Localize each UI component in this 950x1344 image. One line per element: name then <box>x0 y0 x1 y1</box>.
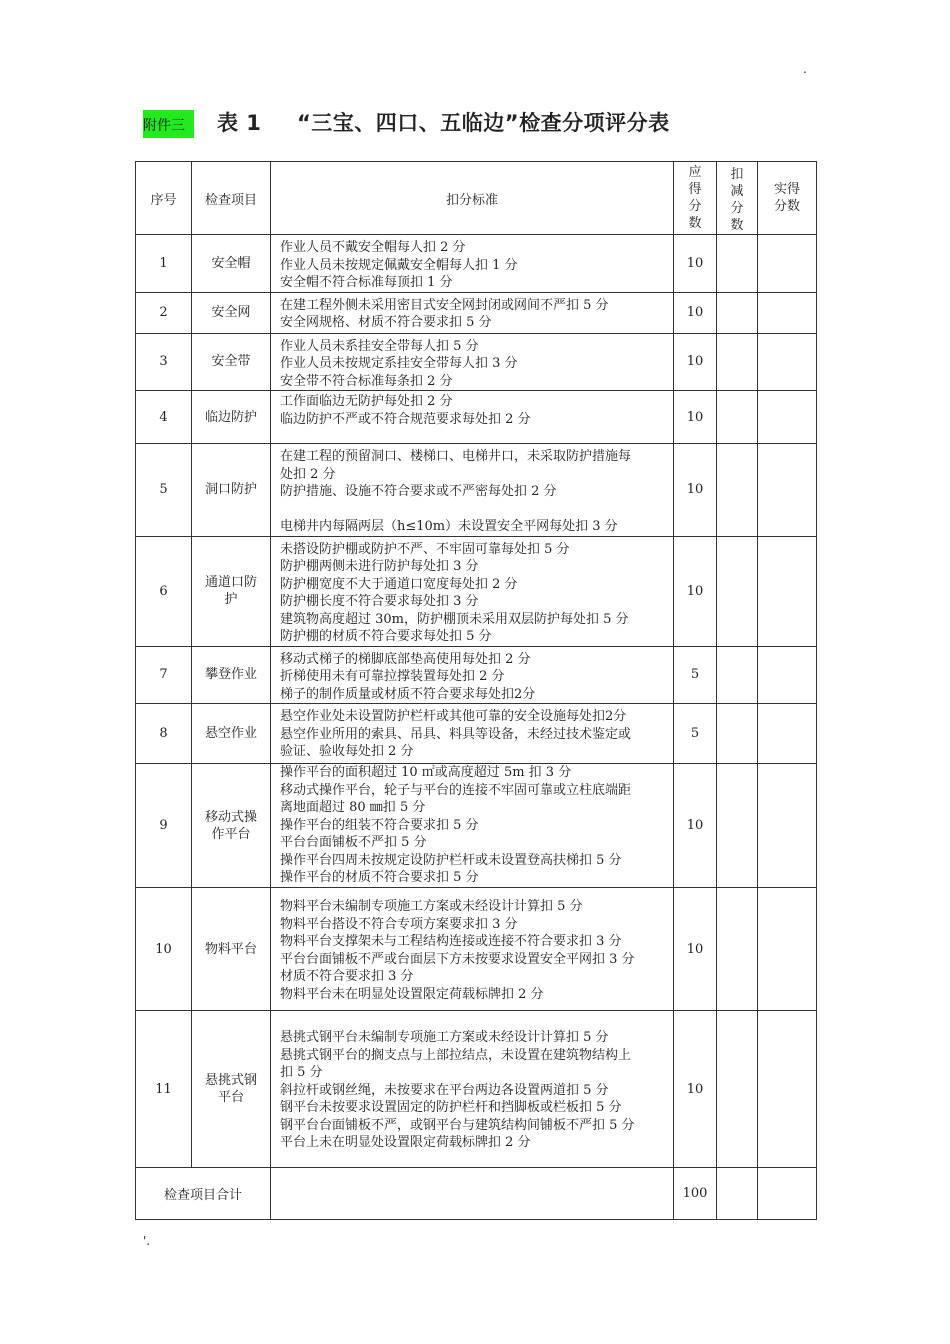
row-seq: 10 <box>136 888 192 1011</box>
row-actual-score[interactable] <box>758 235 817 293</box>
row-item: 移动式操作平台 <box>204 809 257 842</box>
standard-line: 作业人员未按规定佩戴安全帽每人扣 1 分 <box>280 257 518 273</box>
standard-line: 电梯井内每隔两层（h≤10m）未设置安全平网每处扣 3 分 <box>280 519 618 534</box>
row-seq: 2 <box>136 292 192 333</box>
total-label: 检查项目合计 <box>136 1168 271 1220</box>
corner-mark: . <box>803 62 807 76</box>
row-item: 临边防护 <box>204 409 257 425</box>
total-deduct[interactable] <box>717 1168 758 1220</box>
standard-line: 防护棚的材质不符合要求每处扣 5 分 <box>280 629 492 644</box>
page-title <box>217 107 670 137</box>
table-row <box>136 888 817 1011</box>
row-standard <box>271 536 674 646</box>
row-seq: 5 <box>136 444 192 537</box>
row-deduct-score[interactable] <box>717 1011 758 1168</box>
standard-line: 操作平台的组装不符合要求扣 5 分 <box>280 817 479 833</box>
row-actual-score[interactable] <box>758 444 817 537</box>
row-standard <box>271 391 674 444</box>
standard-line: 临边防护不严或不符合规范要求每处扣 2 分 <box>280 411 531 427</box>
standard-line: 防护棚长度不符合要求每处扣 3 分 <box>280 594 479 609</box>
table-row <box>136 333 817 391</box>
row-deduct-score[interactable] <box>717 704 758 764</box>
row-actual-score[interactable] <box>758 391 817 444</box>
standard-line <box>280 501 669 519</box>
table-row <box>136 1011 817 1168</box>
standard-line: 悬挑式钢平台未编制专项施工方案或未经设计计算扣 5 分 <box>280 1030 609 1045</box>
row-deduct-score[interactable] <box>717 235 758 293</box>
standard-line: 防护棚两侧未进行防护每处扣 3 分 <box>280 559 479 574</box>
row-item-cell <box>192 333 271 391</box>
row-deduct-score[interactable] <box>717 333 758 391</box>
row-item: 物料平台 <box>204 941 257 957</box>
row-due-score: 10 <box>674 292 717 333</box>
row-item-cell <box>192 704 271 764</box>
standard-line: 物料平台未在明显处设置限定荷载标牌扣 2 分 <box>280 986 544 1002</box>
header-actual <box>758 162 817 235</box>
standard-line: 扣 5 分 <box>280 1065 323 1080</box>
total-standard <box>271 1168 674 1220</box>
header-due-text: 应得分数 <box>688 165 702 231</box>
header-standard: 扣分标准 <box>271 162 674 235</box>
standard-line: 材质不符合要求扣 3 分 <box>280 969 414 984</box>
header-deduct-text: 扣减分数 <box>730 167 744 233</box>
row-due-score: 5 <box>674 704 717 764</box>
header-row <box>136 162 817 235</box>
standard-line: 未搭设防护棚或防护不严、不牢固可靠每处扣 5 分 <box>280 541 570 557</box>
standard-line: 处扣 2 分 <box>280 466 336 482</box>
table-row <box>136 536 817 646</box>
row-deduct-score[interactable] <box>717 646 758 704</box>
standard-line: 操作平台四周未按规定设防护栏杆或未设置登高扶梯扣 5 分 <box>280 852 622 868</box>
standard-line: 悬挑式钢平台的搁支点与上部拉结点，未设置在建筑物结构上 <box>280 1047 632 1063</box>
row-actual-score[interactable] <box>758 1011 817 1168</box>
standard-line: 斜拉杆或钢丝绳，未按要求在平台两边各设置两道扣 5 分 <box>280 1082 609 1098</box>
row-seq: 8 <box>136 704 192 764</box>
standard-line: 移动式梯子的梯脚底部垫高使用每处扣 2 分 <box>280 651 531 667</box>
row-seq: 6 <box>136 536 192 646</box>
table-row <box>136 292 817 333</box>
table-row <box>136 444 817 537</box>
row-standard <box>271 764 674 888</box>
attachment-tag: 附件三 <box>143 110 194 138</box>
row-actual-score[interactable] <box>758 704 817 764</box>
standard-line: 建筑物高度超过 30m，防护棚顶未采用双层防护每处扣 5 分 <box>280 611 629 627</box>
row-actual-score[interactable] <box>758 888 817 1011</box>
header-seq: 序号 <box>136 162 192 235</box>
standard-line: 作业人员不戴安全帽每人扣 2 分 <box>280 240 466 255</box>
standard-line: 悬空作业处未设置防护栏杆或其他可靠的安全设施每处扣2分 <box>280 709 627 724</box>
row-item: 攀登作业 <box>204 667 257 683</box>
table-row <box>136 646 817 704</box>
row-seq: 3 <box>136 333 192 391</box>
total-score: 100 <box>674 1168 717 1220</box>
header-item: 检查项目 <box>192 162 271 235</box>
standard-line: 平台台面铺板不严扣 5 分 <box>280 835 427 850</box>
row-deduct-score[interactable] <box>717 888 758 1011</box>
standard-line: 安全网规格、材质不符合要求扣 5 分 <box>280 315 492 330</box>
row-seq: 4 <box>136 391 192 444</box>
row-deduct-score[interactable] <box>717 764 758 888</box>
standard-line: 悬空作业所用的索具、吊具、料具等设备，未经过技术鉴定或 <box>280 726 632 742</box>
header-actual-text: 实得分数 <box>773 182 800 214</box>
row-item-cell <box>192 536 271 646</box>
standard-line: 钢平台未按要求设置固定的防护栏杆和挡脚板或栏板扣 5 分 <box>280 1100 622 1115</box>
standard-line: 作业人员未按规定系挂安全带每人扣 3 分 <box>280 356 518 371</box>
bottom-mark: '. <box>143 1234 151 1248</box>
row-due-score: 10 <box>674 391 717 444</box>
row-due-score: 10 <box>674 536 717 646</box>
table-name: “三宝、四口、五临边”检查分项评分表 <box>297 111 670 135</box>
header-deduct <box>717 162 758 235</box>
row-item-cell <box>192 444 271 537</box>
row-due-score: 10 <box>674 1011 717 1168</box>
standard-line: 移动式操作平台，轮子与平台的连接不牢固可靠或立柱底端距 <box>280 782 632 798</box>
row-actual-score[interactable] <box>758 333 817 391</box>
row-seq: 1 <box>136 235 192 293</box>
standard-line: 防护棚宽度不大于通道口宽度每处扣 2 分 <box>280 576 518 592</box>
table-row <box>136 704 817 764</box>
row-seq: 11 <box>136 1011 192 1168</box>
standard-line: 物料平台未编制专项施工方案或未经设计计算扣 5 分 <box>280 899 583 914</box>
row-standard <box>271 333 674 391</box>
row-item-cell <box>192 888 271 1011</box>
row-actual-score[interactable] <box>758 646 817 704</box>
standard-line: 在建工程的预留洞口、楼梯口、电梯井口，未采取防护措施每 <box>280 449 632 464</box>
total-actual[interactable] <box>758 1168 817 1220</box>
row-item-cell <box>192 646 271 704</box>
table-row <box>136 391 817 444</box>
standard-line: 操作平台的材质不符合要求扣 5 分 <box>280 870 479 885</box>
standard-line: 操作平台的面积超过 10 ㎡或高度超过 5m 扣 3 分 <box>280 765 572 780</box>
standard-line: 物料平台支撑架未与工程结构连接或连接不符合要求扣 3 分 <box>280 934 622 949</box>
row-due-score: 10 <box>674 888 717 1011</box>
row-item-cell <box>192 764 271 888</box>
standard-line: 工作面临边无防护每处扣 2 分 <box>280 394 453 409</box>
row-deduct-score[interactable] <box>717 391 758 444</box>
row-item: 安全帽 <box>211 255 251 271</box>
row-item-cell <box>192 391 271 444</box>
row-item: 通道口防护 <box>204 575 257 607</box>
row-item-cell <box>192 235 271 293</box>
table-number: 表 1 <box>217 111 262 135</box>
row-deduct-score[interactable] <box>717 444 758 537</box>
row-due-score: 10 <box>674 333 717 391</box>
row-actual-score[interactable] <box>758 764 817 888</box>
row-item-cell <box>192 1011 271 1168</box>
standard-line: 平台台面铺板不严或台面层下方未按要求设置安全平网扣 3 分 <box>280 951 635 967</box>
header-due <box>674 162 717 235</box>
row-standard <box>271 292 674 333</box>
row-actual-score[interactable] <box>758 292 817 333</box>
row-item: 悬空作业 <box>204 726 257 741</box>
score-table <box>135 161 817 1220</box>
row-deduct-score[interactable] <box>717 536 758 646</box>
row-standard <box>271 646 674 704</box>
table-row <box>136 764 817 888</box>
row-standard <box>271 1011 674 1168</box>
standard-line: 物料平台搭设不符合专项方案要求扣 3 分 <box>280 916 518 932</box>
table-row <box>136 235 817 293</box>
row-item: 安全带 <box>211 354 251 370</box>
standard-line: 安全带不符合标准每条扣 2 分 <box>280 373 453 389</box>
row-standard <box>271 704 674 764</box>
row-actual-score[interactable] <box>758 536 817 646</box>
standard-line: 梯子的制作质量或材质不符合要求每处扣2分 <box>280 686 536 702</box>
row-due-score: 5 <box>674 646 717 704</box>
standard-line: 在建工程外侧未采用密目式安全网封闭或网间不严扣 5 分 <box>280 297 609 313</box>
standard-line: 验证、验收每处扣 2 分 <box>280 744 414 759</box>
row-item-cell <box>192 292 271 333</box>
standard-line: 折梯使用未有可靠拉撑装置每处扣 2 分 <box>280 669 505 684</box>
standard-line: 安全帽不符合标准每顶扣 1 分 <box>280 275 453 290</box>
row-standard <box>271 444 674 537</box>
row-item: 安全网 <box>211 305 251 320</box>
row-due-score: 10 <box>674 764 717 888</box>
standard-line: 作业人员未系挂安全带每人扣 5 分 <box>280 338 479 354</box>
total-row <box>136 1168 817 1220</box>
standard-line: 钢平台台面铺板不严，或钢平台与建筑结构间铺板不严扣 5 分 <box>280 1117 635 1133</box>
row-seq: 9 <box>136 764 192 888</box>
standard-line: 平台上未在明显处设置限定荷载标牌扣 2 分 <box>280 1135 531 1150</box>
row-item: 洞口防护 <box>204 482 257 498</box>
row-due-score: 10 <box>674 235 717 293</box>
row-item: 悬挑式钢平台 <box>204 1073 257 1105</box>
row-deduct-score[interactable] <box>717 292 758 333</box>
row-standard <box>271 235 674 293</box>
row-standard <box>271 888 674 1011</box>
standard-line: 防护措施、设施不符合要求或不严密每处扣 2 分 <box>280 484 557 499</box>
row-seq: 7 <box>136 646 192 704</box>
row-due-score: 10 <box>674 444 717 537</box>
standard-line: 离地面超过 80 ㎜扣 5 分 <box>280 800 426 815</box>
